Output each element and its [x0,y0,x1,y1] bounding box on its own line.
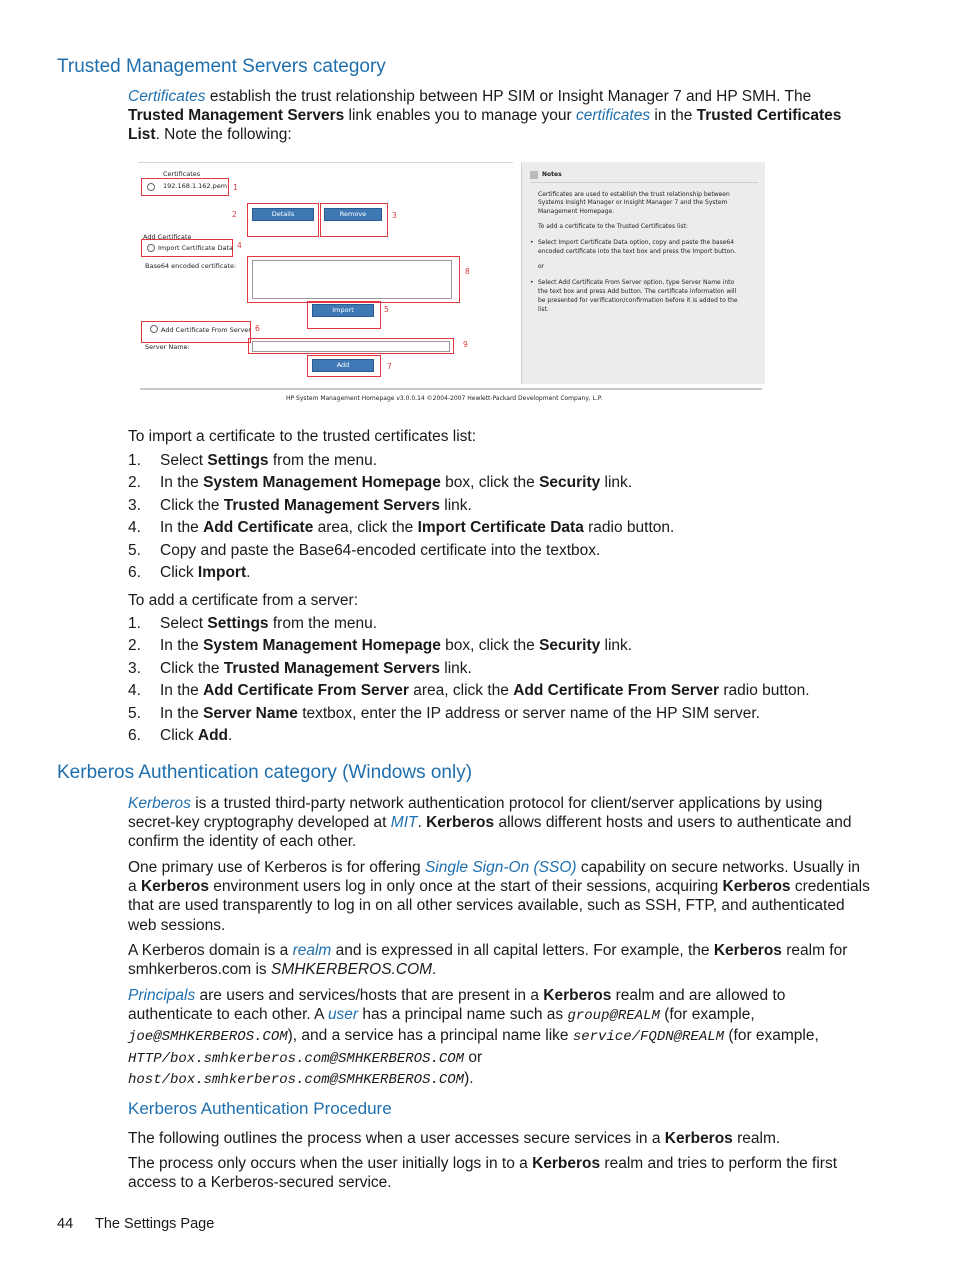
kerberos-paragraph-3: A Kerberos domain is a realm and is expressed in all capital letters. For example, the Kerberos realm for smhkerberos.com is SMHKERBEROS.COM. [128,942,848,979]
bullet: • [530,239,534,246]
bullet: • [530,279,534,286]
import-certificate-radio[interactable] [147,244,155,252]
callout-1: 1 [233,183,238,192]
callout-4: 4 [237,241,242,250]
server-intro: To add a certificate from a server: [128,592,359,609]
add-certificate-label: Add Certificate [143,233,192,241]
step-item: 4. In the Add Certificate area, click the Import Certificate Data radio button. [128,517,868,539]
base64-textarea[interactable] [252,260,452,299]
notes-divider [530,182,758,183]
notes-line: To add a certificate to the Trusted Certificates list: [538,223,688,230]
step-item: 6. Click Add. [128,725,868,747]
details-button[interactable]: Details [252,208,314,221]
step-item: 2. In the System Management Homepage box, click the Security link. [128,635,868,657]
notes-pane [521,162,765,384]
step-number: 4. [128,519,141,537]
notes-line: Systems Insight Manager or Insight Manager 7 and the System [538,199,728,206]
step-number: 1. [128,615,141,632]
section-heading-trusted-management-servers: Trusted Management Servers category [57,56,386,77]
figure-footer: HP System Management Homepage v3.0.0.14 ©2004-2007 Hewlett-Packard Development Company, L.P. [286,395,603,402]
notes-line: or [538,263,545,270]
notes-line: Select Import Certificate Data option, copy and paste the base64 [538,239,735,246]
step-item: 3. Click the Trusted Management Servers link. [128,495,868,517]
cert-entry: 192.168.1.162.pem [163,182,228,190]
step-number: 4. [128,682,141,700]
callout-6: 6 [255,324,260,333]
inline-link[interactable]: MIT [390,814,418,832]
step-number: 2. [128,637,141,655]
callout-2: 2 [232,210,237,219]
callout-8: 8 [465,267,470,276]
inline-link[interactable]: user [327,1006,359,1024]
kerberos-paragraph-5: The following outlines the process when a user accesses secure services in a Kerberos realm. [128,1130,781,1147]
subheading-kerberos-procedure: Kerberos Authentication Procedure [128,1099,392,1118]
kerberos-paragraph-4: Principals are users and services/hosts that are present in a Kerberos realm and are allowed to authenticate to each other. A user has a principal name such as group@REALM (for example, joe@SMHKERBEROS.COM), and a service has a principal name like service/FQDN@REALM (for example, HTTP/box.smhkerberos.com@SMHKERBEROS.COM or host/box.smhkerberos.com@SMHKERBEROS.COM). [128,987,819,1088]
inline-link[interactable]: realm [292,942,332,959]
server-name-input[interactable] [252,341,450,352]
import-certificate-label: Import Certificate Data [158,244,233,252]
import-steps-list [128,450,868,584]
step-item: 5. Copy and paste the Base64-encoded certificate into the textbox. [128,540,868,562]
step-number: 3. [128,659,141,677]
import-button[interactable]: Import [312,304,374,317]
inline-link[interactable]: Single Sign-On (SSO) [424,859,577,876]
callout-9: 9 [463,340,468,349]
kerberos-paragraph-6: The process only occurs when the user initially logs in to a Kerberos realm and tries to perform the first access to a Kerberos-secured service. [128,1155,838,1192]
inline-link[interactable]: Principals [128,987,196,1004]
kerberos-paragraph-1: Kerberos is a trusted third-party network authentication protocol for client/server applications by using secret-key cryptography developed at MIT. Kerberos allows different hosts and users to authenticate and confirm the identity of each other. [128,795,852,851]
add-button[interactable]: Add [312,359,374,372]
step-number: 1. [128,452,141,469]
step-number: 5. [128,704,141,722]
remove-button[interactable]: Remove [324,208,382,221]
step-number: 5. [128,541,141,559]
page-number: 44 [57,1216,74,1232]
callout-5: 5 [384,305,389,314]
notes-line: Certificates are used to establish the trust relationship between [538,191,730,198]
trusted-certificates-screenshot [128,162,764,408]
inline-link[interactable]: Kerberos [128,795,191,812]
intro-paragraph: Certificates establish the trust relationship between HP SIM or Insight Manager 7 and HP SMH. The Trusted Management Servers link enables you to manage your certificates in the Trusted Certificates List. Note the following: [128,88,842,144]
step-item: 4. In the Add Certificate From Server area, click the Add Certificate From Server radio button. [128,680,868,702]
step-item: 5. In the Server Name textbox, enter the IP address or server name of the HP SIM server. [128,703,868,725]
server-steps-list [128,613,868,747]
step-item: 6. Click Import. [128,562,868,584]
figure-divider [140,388,762,390]
step-item: 1. Select Settings from the menu. [128,450,868,472]
notes-line: Management Homepage. [538,208,615,215]
notes-line: the text box and press Add button. The certificate information will [538,288,737,295]
notes-icon [530,171,538,179]
step-item: 3. Click the Trusted Management Servers link. [128,658,868,680]
notes-line: list. [538,306,549,313]
certificates-label: Certificates [163,170,201,178]
step-item: 1. Select Settings from the menu. [128,613,868,635]
page-title: The Settings Page [95,1216,215,1232]
callout-7: 7 [387,362,392,371]
callout-3: 3 [392,211,397,220]
notes-line: Select Add Certificate From Server option, type Server Name into [538,279,735,286]
notes-line: be presented for verification/confirmation before it is added to the [538,297,738,304]
server-name-label: Server Name: [145,343,190,351]
certificates-link-2[interactable]: certificates [576,107,651,125]
cert-radio[interactable] [147,183,155,191]
step-number: 2. [128,474,141,492]
import-intro: To import a certificate to the trusted certificates list: [128,428,477,445]
add-from-server-radio[interactable] [150,325,158,333]
add-from-server-label: Add Certificate From Server [161,326,251,334]
notes-line: encoded certificate into the text box and press the Import button. [538,248,736,255]
certificates-link[interactable]: Certificates [128,88,206,105]
kerberos-paragraph-2: One primary use of Kerberos is for offering Single Sign-On (SSO) capability on secure networks. Usually in a Kerberos environment users log in only once at the start of their sessions, acquiring Kerberos credentials that are used transparently to log in on all other services available, such as SSH, FTP, and authenticated web sessions. [128,859,870,934]
step-number: 6. [128,726,141,744]
step-item: 2. In the System Management Homepage box, click the Security link. [128,472,868,494]
section-heading-kerberos: Kerberos Authentication category (Windows only) [57,762,473,783]
step-number: 6. [128,563,141,581]
step-number: 3. [128,496,141,514]
certificates-pane [138,162,513,385]
base64-label: Base64 encoded certificate: [145,262,237,270]
notes-title: Notes [542,171,562,178]
page-footer [57,1216,214,1232]
